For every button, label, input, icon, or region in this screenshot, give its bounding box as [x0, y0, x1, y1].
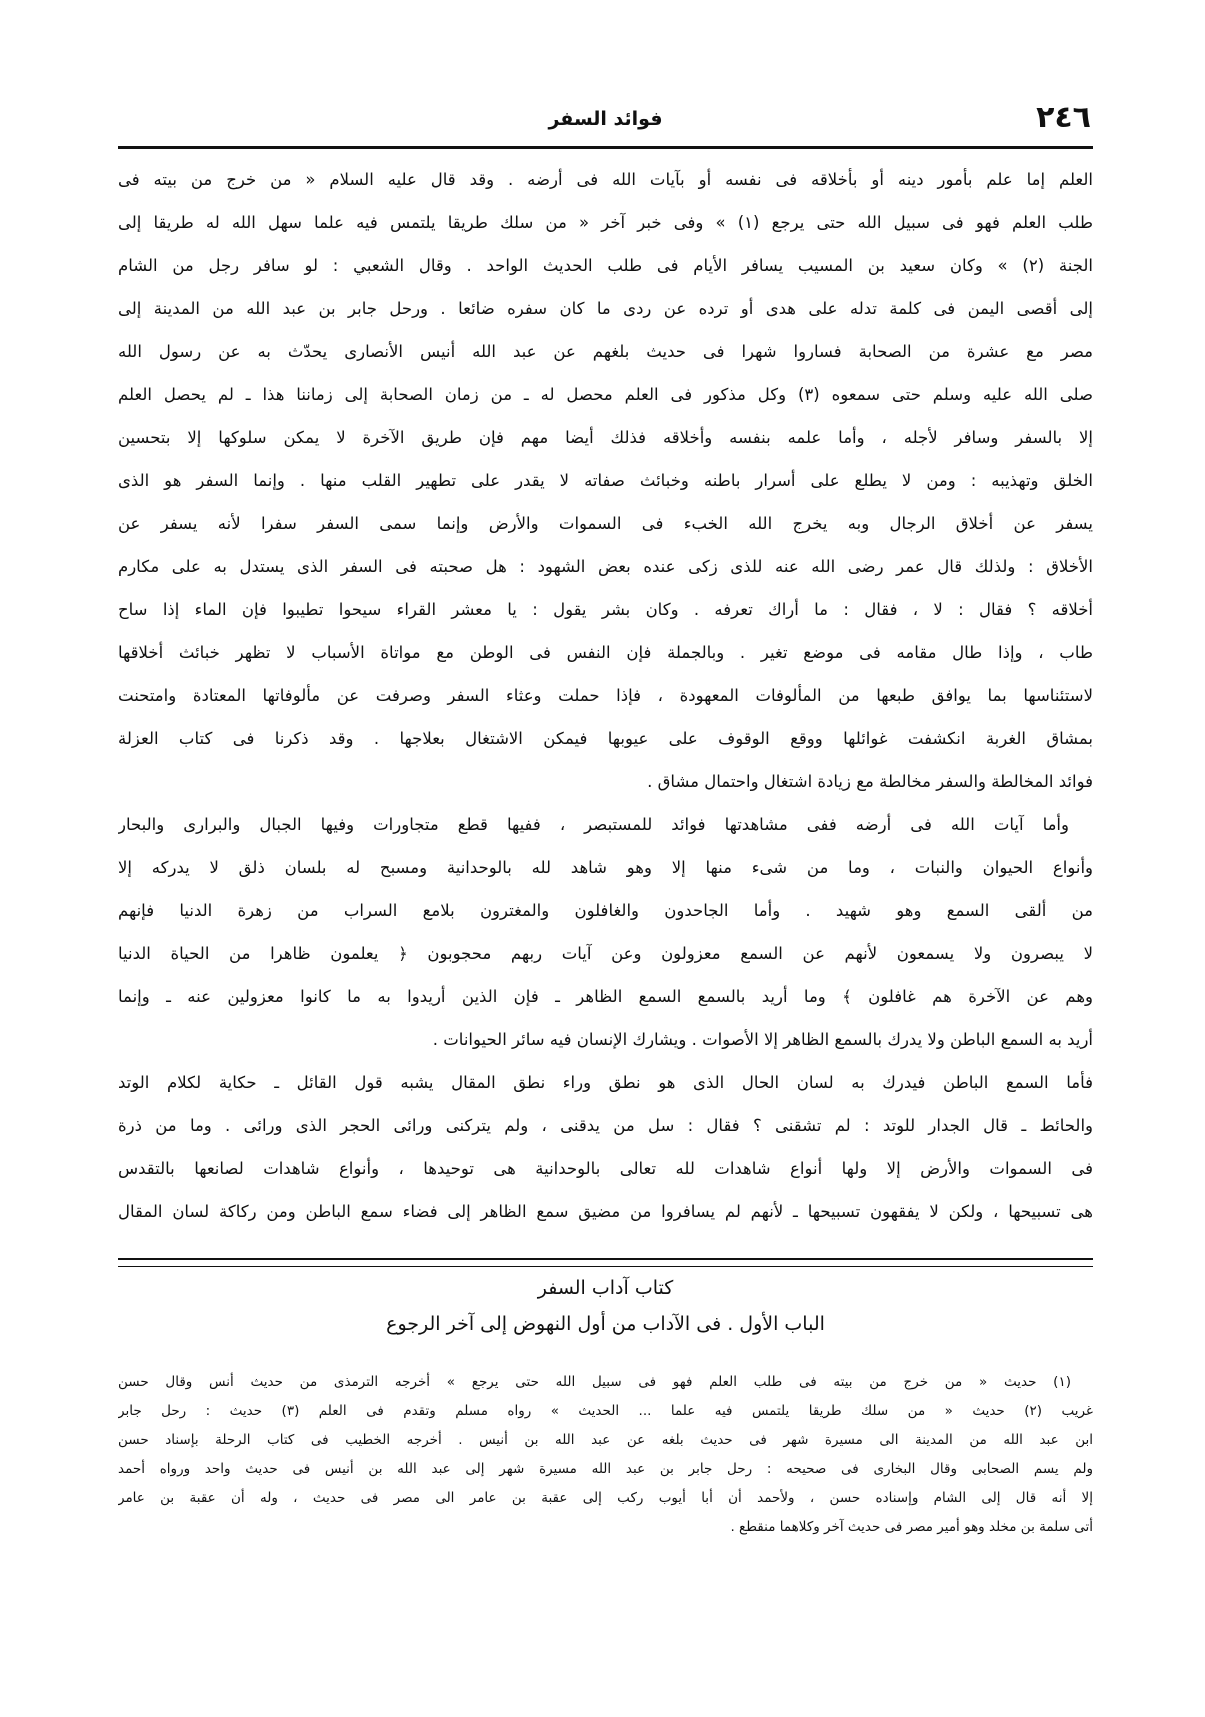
page-header [118, 100, 1093, 142]
text-line: أريد به السمع الباطن ولا يدرك بالسمع الظاهر إلا الأصوات . ويشارك الإنسان فيه سائر الحيوانات . [432, 1030, 1093, 1049]
text-line: إلى أقصى اليمن فى كلمة تدله على هدى أو ترده عن ردى ما كان سفره ضائعا . ورحل جابر بن عبد الله من المدينة إلى [118, 299, 1093, 318]
footnote-line: إلا أنه قال إلى الشام وإسناده حسن ، ولأحمد أن أبا أيوب ركب إلى عقبة بن عامر الى مصر فى حديث ، وله أن عقبة بن عامر [118, 1490, 1093, 1506]
header-rule [118, 146, 1093, 149]
section-subtitle: الباب الأول . فى الآداب من أول النهوض إلى آخر الرجوع [386, 1313, 825, 1335]
text-line: العلم إما علم بأمور دينه أو بأخلاقه فى نفسه أو بآيات الله فى أرضه . وقد قال عليه السلام « من خرج من بيته فى [118, 170, 1093, 189]
text-line: الأخلاق : ولذلك قال عمر رضى الله عنه للذى زكى عنده بعض الشهود : هل صحبته فى السفر الذى يستدل به على مكارم [118, 557, 1093, 576]
footnote-line: (١) حديث « من خرج من بيته فى طلب العلم فهو فى سبيل الله حتى يرجع » أخرجه الترمذى من حديث أنس وقال حسن [118, 1374, 1071, 1390]
footnote-separator [118, 1258, 1093, 1267]
text-line: فى السموات والأرض إلا ولها أنواع شاهدات لله تعالى بالوحدانية هى توحيدها ، وأنواع شاهدات لصانعها بالتقدس [118, 1159, 1093, 1178]
main-text [118, 158, 1093, 1233]
text-line: من ألقى السمع وهو شهيد . وأما الجاحدون والغافلون والمغترون بلامع السراب من زهرة الدنيا فإنهم [118, 901, 1093, 920]
text-line: فأما السمع الباطن فيدرك به لسان الحال الذى هو نطق وراء نطق المقال يشبه قول القائل ـ حكاية لكلام الوتد [118, 1073, 1093, 1092]
page-number: ٢٤٦ [1036, 100, 1091, 135]
text-line: وأما آيات الله فى أرضه ففى مشاهدتها فوائد للمستبصر ، ففيها قطع متجاورات وفيها الجبال والبرارى والبحار [118, 815, 1069, 834]
section-title: كتاب آداب السفر [537, 1277, 674, 1299]
running-title: فوائد السفر [548, 108, 663, 130]
text-line: هى تسبيحها ، ولكن لا يفقهون تسبيحها ـ لأنهم لم يسافروا من مضيق سمع الظاهر إلى فضاء سمع الباطن ومن ركاكة لسان المقال [118, 1202, 1093, 1221]
text-line: إلا بالسفر وسافر لأجله ، وأما علمه بنفسه وأخلاقه فذلك أيضا مهم فإن طريق الآخرة لا يمكن سلوكها إلا بتحسين [118, 428, 1093, 447]
text-line: والحائط ـ قال الجدار للوتد : لم تشقنى ؟ فقال : سل من يدقنى ، ولم يتركنى ورائى الحجر الذى ورائى . وما من ذرة [118, 1116, 1093, 1135]
text-line: الخلق وتهذيبه : ومن لا يطلع على أسرار باطنه وخبائث صفاته لا يقدر على تطهير القلب منها . وإنما السفر هو الذى [118, 471, 1093, 490]
text-line: صلى الله عليه وسلم حتى سمعوه (٣) وكل مذكور فى العلم محصل له ـ من زمان الصحابة إلى زماننا هذا ـ لم يحصل العلم [118, 385, 1093, 404]
footnote-line: أتى سلمة بن مخلد وهو أمير مصر فى حديث آخر وكلاهما منقطع . [730, 1519, 1093, 1535]
text-line: أخلاقه ؟ فقال : لا ، فقال : ما أراك تعرفه . وكان بشر يقول : يا معشر القراء سيحوا تطيبوا فإن الماء إذا ساح [118, 600, 1093, 619]
text-line: فوائد المخالطة والسفر مخالطة مع زيادة اشتغال واحتمال مشاق . [647, 772, 1093, 791]
text-line: لاستئناسها بما يوافق طبعها من المألوفات المعهودة ، فإذا حملت وعثاء السفر وصرفت عن مألوفاتها المعتادة وامتحنت [118, 686, 1093, 705]
text-line: بمشاق الغربة انكشفت غوائلها ووقع الوقوف على عيوبها فيمكن الاشتغال بعلاجها . وقد ذكرنا فى كتاب العزلة [118, 729, 1093, 748]
text-line: يسفر عن أخلاق الرجال وبه يخرج الله الخبء فى السموات والأرض وإنما سمى السفر سفرا لأنه يسفر عن [118, 514, 1093, 533]
text-line: وأنواع الحيوان والنبات ، وما من شىء منها إلا وهو شاهد لله بالوحدانية ومسبح له بلسان ذلق لا يدركه إلا [118, 858, 1093, 877]
footnotes [118, 1368, 1093, 1542]
text-line: طاب ، وإذا طال مقامه فى موضع تغير . وبالجملة فإن النفس فى الوطن مع مواتاة الأسباب لا تظهر خبائث أخلاقها [118, 643, 1093, 662]
text-line: وهم عن الآخرة هم غافلون ﴾ وما أريد بالسمع السمع الظاهر ـ فإن الذين أريدوا به ما كانوا معزولين عنه ـ وإنما [118, 987, 1093, 1006]
footnote-line: ولم يسم الصحابى وقال البخارى فى صحيحه : رحل جابر بن عبد الله مسيرة شهر إلى عبد الله بن أنيس فى حديث واحد ورواه أحمد [118, 1461, 1093, 1477]
footnote-line: ابن عبد الله من المدينة الى مسيرة شهر فى حديث بلغه عن عبد الله بن أنيس . أخرجه الخطيب فى كتاب الرحلة بإسناد حسن [118, 1432, 1093, 1448]
footnote-line: غريب (٢) حديث « من سلك طريقا يلتمس فيه علما ... الحديث » رواه مسلم وتقدم فى العلم (٣) حديث : رحل جابر [118, 1403, 1093, 1419]
text-line: طلب العلم فهو فى سبيل الله حتى يرجع (١) » وفى خبر آخر « من سلك طريقا يلتمس فيه علما سهل الله له طريقا إلى [118, 213, 1093, 232]
text-line: الجنة (٢) » وكان سعيد بن المسيب يسافر الأيام فى طلب الحديث الواحد . وقال الشعبي : لو سافر رجل من الشام [118, 256, 1093, 275]
text-line: لا يبصرون ولا يسمعون لأنهم عن السمع معزولون وعن آيات ربهم محجوبون ﴿ يعلمون ظاهرا من الحياة الدنيا [118, 944, 1093, 963]
text-line: مصر مع عشرة من الصحابة فساروا شهرا فى حديث بلغهم عن عبد الله أنيس الأنصارى يحدّث به عن رسول الله [118, 342, 1093, 361]
